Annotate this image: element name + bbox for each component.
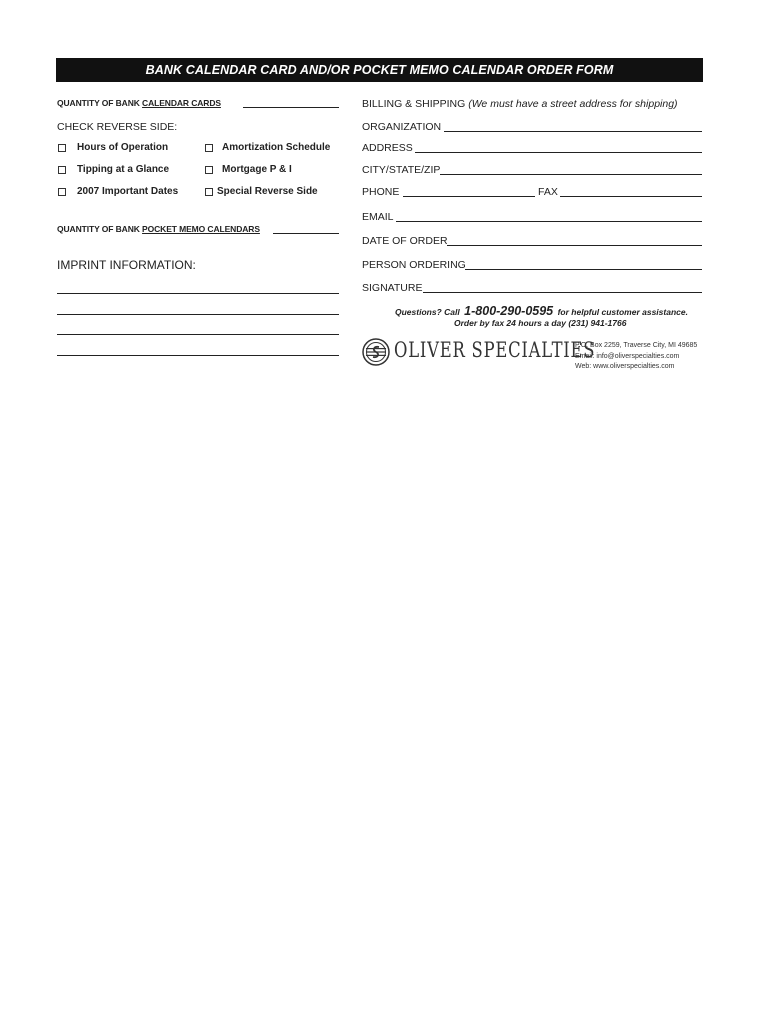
form-title: BANK CALENDAR CARD AND/OR POCKET MEMO CALENDAR ORDER FORM	[56, 58, 703, 82]
email-field[interactable]	[396, 221, 702, 222]
checkbox-amortization-schedule[interactable]	[205, 144, 213, 152]
questions-suffix: for helpful customer assistance.	[557, 307, 688, 317]
option-hours-of-operation: Hours of Operation	[77, 142, 169, 153]
company-email: Email: info@oliverspecialties.com	[575, 352, 680, 360]
option-amortization-schedule: Amortization Schedule	[222, 142, 331, 153]
organization-label: ORGANIZATION	[362, 121, 442, 133]
person-ordering-label: PERSON ORDERING	[362, 259, 466, 271]
checkbox-2007-important-dates[interactable]	[58, 188, 66, 196]
option-tipping-at-a-glance: Tipping at a Glance	[77, 164, 170, 175]
imprint-line-4[interactable]	[57, 355, 339, 356]
company-name: OLIVER SPECIALTIES	[394, 338, 596, 362]
qty-pocket-memo-field[interactable]	[273, 233, 339, 234]
option-2007-important-dates: 2007 Important Dates	[77, 186, 179, 197]
qty-memo-suffix: POCKET MEMO CALENDARS	[142, 224, 260, 234]
toll-free-number: 1-800-290-0595	[464, 304, 554, 318]
city-state-zip-label: CITY/STATE/ZIP	[362, 164, 441, 176]
checkbox-special-reverse-side[interactable]	[205, 188, 213, 196]
signature-label: SIGNATURE	[362, 282, 423, 294]
company-web: Web: www.oliverspecialties.com	[575, 363, 675, 370]
date-of-order-label: DATE OF ORDER	[362, 235, 448, 247]
billing-note: (We must have a street address for shipping)	[468, 98, 678, 110]
billing-label: BILLING & SHIPPING	[362, 98, 466, 110]
fax-field[interactable]	[560, 196, 702, 197]
signature-field[interactable]	[423, 292, 702, 293]
checkbox-hours-of-operation[interactable]	[58, 144, 66, 152]
option-mortgage-p-and-i: Mortgage P & I	[222, 164, 292, 175]
email-label: EMAIL	[362, 211, 394, 223]
address-field[interactable]	[415, 152, 702, 153]
fax-label: FAX	[538, 186, 558, 198]
questions-prefix: Questions? Call	[395, 307, 460, 317]
company-address	[575, 341, 697, 373]
imprint-line-1[interactable]	[57, 293, 339, 294]
person-ordering-field[interactable]	[465, 269, 702, 270]
imprint-line-2[interactable]	[57, 314, 339, 315]
organization-field[interactable]	[444, 131, 702, 132]
qty-cards-suffix: CALENDAR CARDS	[142, 98, 221, 108]
company-logo-icon	[362, 338, 390, 366]
phone-label: PHONE	[362, 186, 400, 198]
date-of-order-field[interactable]	[447, 245, 702, 246]
checkbox-tipping-at-a-glance[interactable]	[58, 166, 66, 174]
imprint-label: IMPRINT INFORMATION:	[57, 258, 196, 272]
qty-memo-prefix: QUANTITY OF BANK	[57, 224, 140, 234]
po-box: P.O. Box 2259, Traverse City, MI 49685	[575, 342, 698, 349]
phone-field[interactable]	[403, 196, 535, 197]
check-reverse-label: CHECK REVERSE SIDE:	[57, 121, 178, 133]
address-label: ADDRESS	[362, 142, 413, 154]
fax-order-line: Order by fax 24 hours a day (231) 941-1766	[454, 318, 627, 328]
city-state-zip-field[interactable]	[440, 174, 702, 175]
qty-calendar-cards-label	[57, 98, 221, 108]
billing-shipping-heading	[362, 98, 678, 110]
qty-cards-prefix: QUANTITY OF BANK	[57, 98, 140, 108]
qty-calendar-cards-field[interactable]	[243, 107, 339, 108]
qty-pocket-memo-label	[57, 224, 260, 234]
option-special-reverse-side: Special Reverse Side	[217, 186, 318, 197]
imprint-line-3[interactable]	[57, 334, 339, 335]
checkbox-mortgage-p-and-i[interactable]	[205, 166, 213, 174]
